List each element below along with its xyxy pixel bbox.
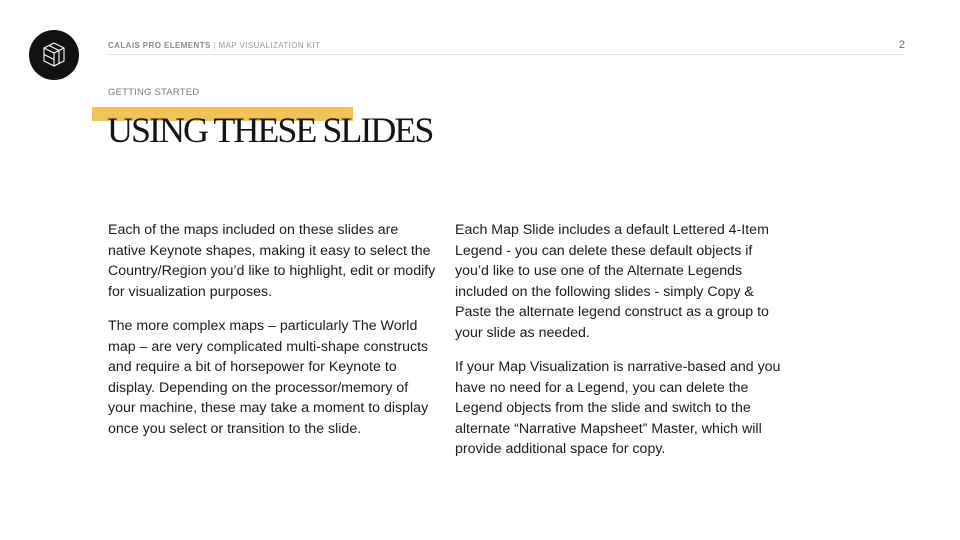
kit-name: MAP VISUALIZATION KIT	[218, 41, 321, 50]
body-paragraph: Each Map Slide includes a default Lettered 4-Item Legend - you can delete these default objects if you’d like to use one of the Alternate Legends included on the following slides - simply Copy & Paste the alternate legend construct as a group to your slide as needed.	[455, 222, 769, 341]
slide-title: USING THESE SLIDES	[107, 110, 433, 150]
slide-header	[108, 40, 905, 55]
body-column-left	[108, 220, 438, 453]
body-column-right	[455, 220, 785, 474]
body-paragraph: If your Map Visualization is narrative-based and you have no need for a Legend, you can delete the Legend objects from the slide and switch to the alternate “Narrative Mapsheet” Master, which will provide additional space for copy.	[455, 359, 781, 457]
brand-separator: |	[213, 41, 216, 50]
brand-line	[108, 41, 320, 50]
cube-logo-icon	[29, 30, 79, 80]
body-paragraph: The more complex maps – particularly The World map – are very complicated multi-shape constructs and require a bit of horsepower for Keynote to display. Depending on the processor/memory of your machine, these may take a moment to display once you select or transition to the slide.	[108, 318, 429, 437]
page-number: 2	[898, 39, 905, 51]
body-paragraph: Each of the maps included on these slides are native Keynote shapes, making it easy to select the Country/Region you’d like to highlight, edit or modify for visualization purposes.	[108, 222, 436, 300]
brand-name: CALAIS PRO ELEMENTS	[108, 41, 211, 50]
section-kicker: GETTING STARTED	[108, 87, 200, 98]
